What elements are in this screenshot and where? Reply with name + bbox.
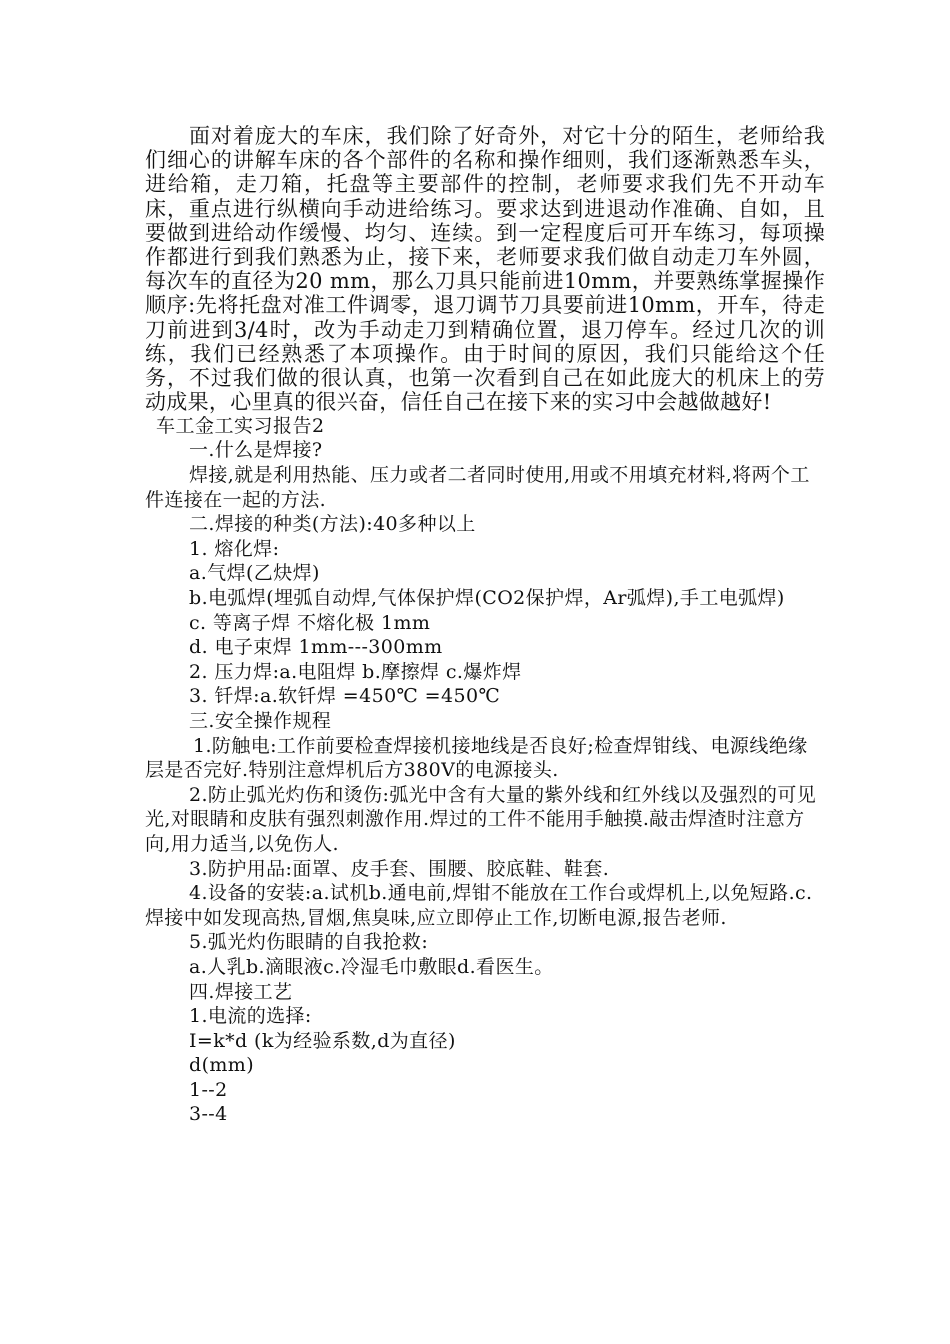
section-heading-what-is-welding: 一.什么是焊接? <box>189 439 323 462</box>
list-item-fusion-welding: 1. 熔化焊: <box>189 537 280 560</box>
list-item-brazing: 3. 钎焊:a.软钎焊 =450℃ =450℃ <box>189 685 501 708</box>
safety-item-equipment-setup: 4.设备的安装:a.试机b.通电前,焊钳不能放在工作台或焊机上,以免短路.c.焊接中如发现高热,冒烟,焦臭味,应立即停止工作,切断电源,报告老师. <box>145 882 813 929</box>
section-heading-safety: 三.安全操作规程 <box>189 709 332 732</box>
list-item-pressure-welding: 2. 压力焊:a.电阻焊 b.摩擦焊 c.爆炸焊 <box>189 660 522 683</box>
report-title: 车工金工实习报告2 <box>156 415 325 438</box>
safety-item-protective-gear: 3.防护用品:面罩、皮手套、围腰、胶底鞋、鞋套. <box>189 857 610 880</box>
list-item-gas-welding: a.气焊(乙炔焊) <box>189 562 320 585</box>
welding-definition: 焊接,就是利用热能、压力或者二者同时使用,用或不用填充材料,将两个工件连接在一起的方法. <box>145 464 810 511</box>
document-page <box>145 124 825 1127</box>
intro-paragraph <box>145 124 825 414</box>
list-item-arc-welding: b.电弧焊(埋弧自动焊,气体保护焊(CO2保护焊，Ar弧焊),手工电弧焊) <box>189 587 785 609</box>
safety-item-eye-first-aid: 5.弧光灼伤眼睛的自我抢救: <box>189 931 429 954</box>
safety-item-eye-remedies: a.人乳b.滴眼液c.冷湿毛巾敷眼d.看医生。 <box>189 955 554 978</box>
current-formula: I=k*d (k为经验系数,d为直径) <box>189 1029 456 1052</box>
list-item-plasma-welding: c. 等离子焊 不熔化极 1mm <box>189 611 431 634</box>
intro-text: 面对着庞大的车床，我们除了好奇外，对它十分的陌生，老师给我们细心的讲解车床的各个部件的名称和操作细则，我们逐渐熟悉车头，进给箱，走刀箱，托盘等主要部件的控制，老师要求我们先不开动车床，重点进行纵横向手动进给练习。要求达到进退动作准确、自如，且要做到进给动作缓慢、均匀、连续。到一定程度后可开车练习，每项操作都进行到我们熟悉为止，接下来，老师要求我们做自动走刀车外圆，每次车的直径为20 mm，那么刀具只能前进10mm，并要熟练掌握操作顺序:先将托盘对准工件调零，退刀调节刀具要前进10mm，开车，待走刀前进到3/4时，改为手动走刀到精确位置，退刀停车。经过几次的训练，我们已经熟悉了本项操作。由于时间的原因，我们只能给这个任务，不过我们做的很认真，也第一次看到自己在如此庞大的机床上的劳动成果，心里真的很兴奋，信任自己在接下来的实习中会越做越好! <box>145 124 825 415</box>
list-item-electron-beam-welding: d. 电子束焊 1mm---300mm <box>189 636 443 659</box>
safety-item-electric-shock: 1.防触电:工作前要检查焊接机接地线是否良好;检查焊钳线、电源线绝缘层是否完好.特别注意焊机后方380V的电源接头. <box>145 734 808 782</box>
table-row: 3--4 <box>189 1103 228 1126</box>
safety-item-arc-burns: 2.防止弧光灼伤和烫伤:弧光中含有大量的紫外线和红外线以及强烈的可见光,对眼睛和皮肤有强烈刺激作用.焊过的工件不能用手触摸.敲击焊渣时注意方向,用力适当,以免伤人. <box>145 783 817 855</box>
section-heading-welding-process: 四.焊接工艺 <box>189 980 293 1003</box>
table-row: 1--2 <box>189 1078 228 1101</box>
process-item-current-selection: 1.电流的选择: <box>189 1005 312 1028</box>
section-heading-welding-types: 二.焊接的种类(方法):40多种以上 <box>189 513 476 536</box>
table-header-diameter: d(mm) <box>189 1054 255 1077</box>
